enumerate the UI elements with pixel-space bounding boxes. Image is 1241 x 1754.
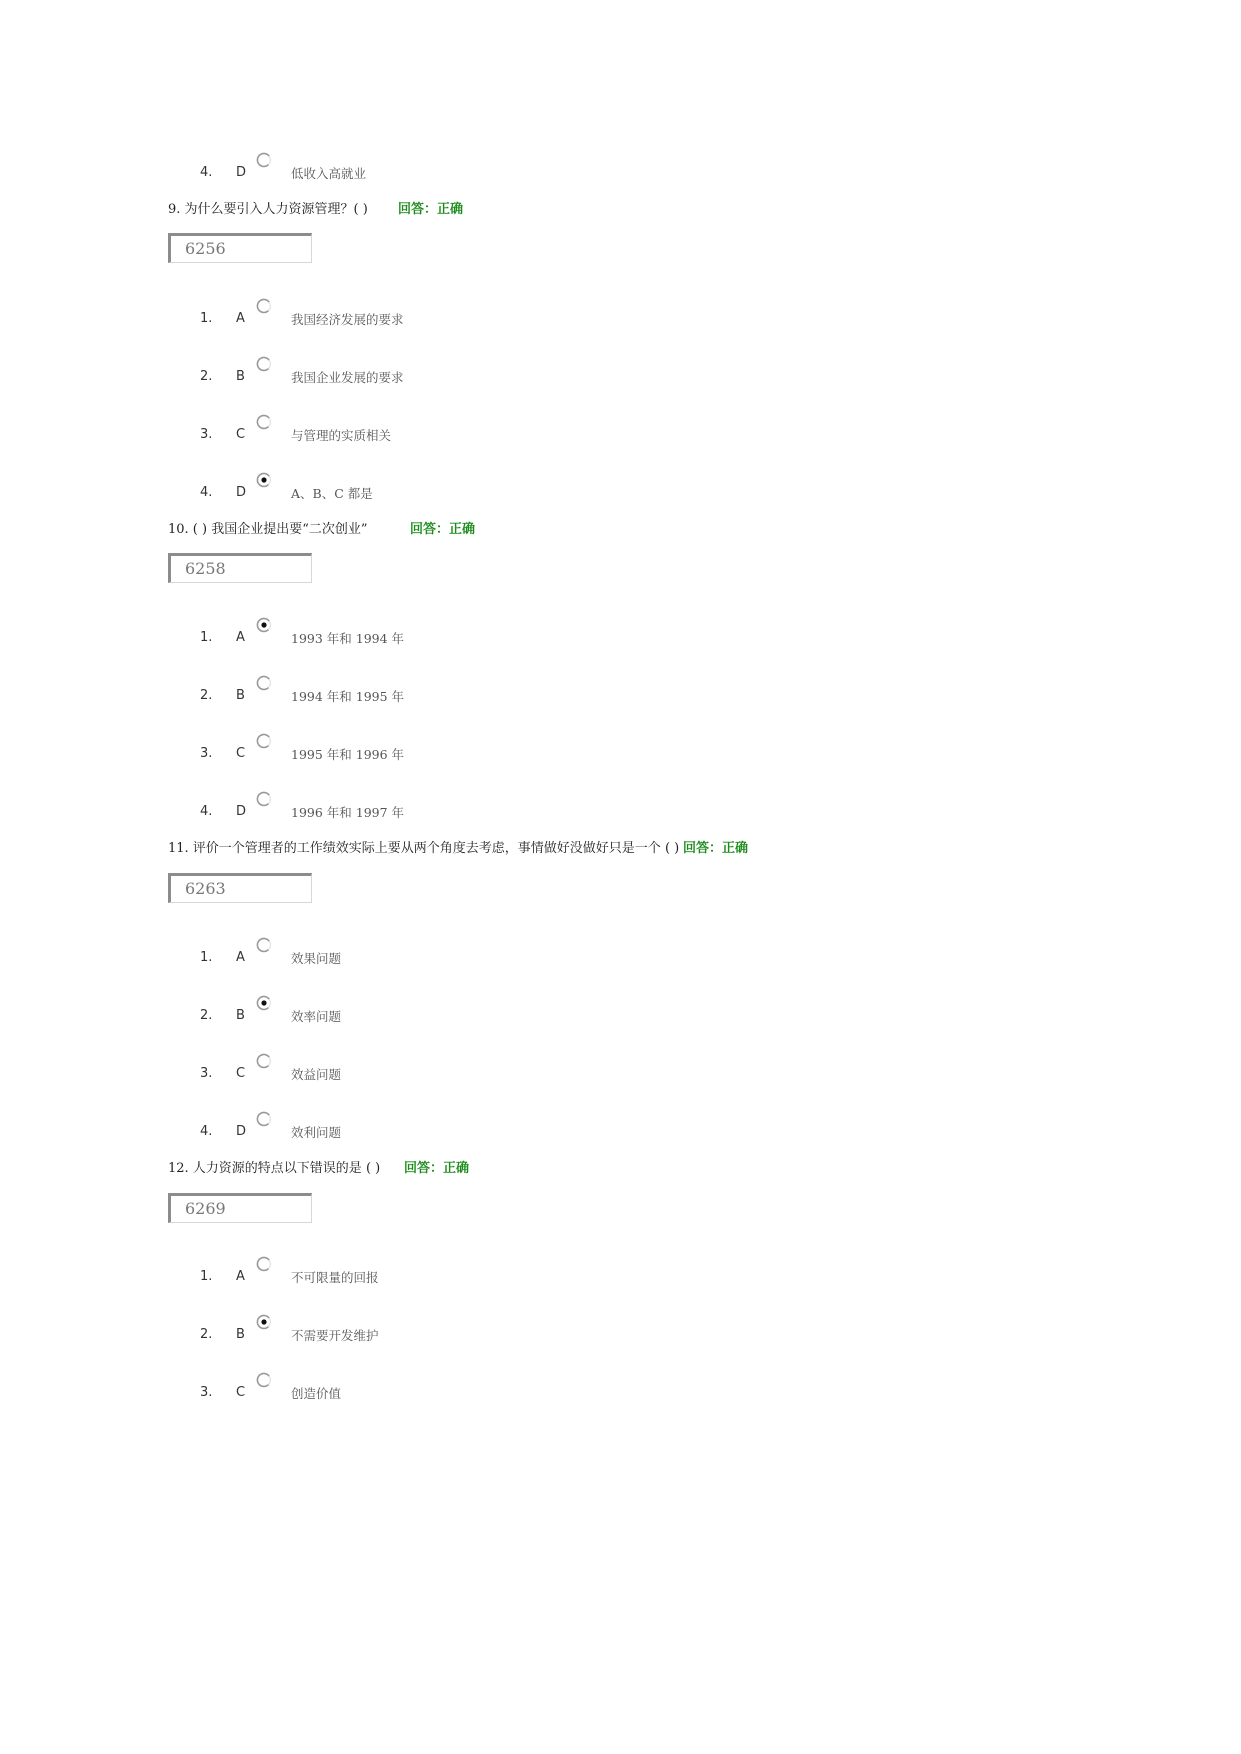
option-letter: C	[236, 1385, 246, 1400]
option-text: 效果问题	[291, 951, 342, 966]
option-number: 1.	[200, 630, 213, 645]
option-letter: B	[236, 369, 245, 384]
option-letter: A	[236, 950, 245, 965]
radio-option[interactable]	[256, 791, 272, 807]
option-number: 4.	[200, 165, 213, 180]
radio-option[interactable]	[256, 937, 272, 953]
radio-option[interactable]	[256, 733, 272, 749]
option-letter: C	[236, 427, 246, 442]
question-title: 10. ( ) 我国企业提出要“二次创业”	[168, 522, 368, 537]
radio-option[interactable]	[256, 414, 272, 430]
answer-result: 回答：正确	[410, 522, 476, 537]
option-text: 创造价值	[291, 1386, 342, 1401]
option-number: 4.	[200, 1124, 213, 1139]
option-text: 与管理的实质相关	[291, 428, 392, 443]
option-letter: A	[236, 1269, 245, 1284]
option-text: 效率问题	[291, 1009, 342, 1024]
option-letter: D	[236, 165, 247, 180]
option-text: 1995 年和 1996 年	[291, 747, 405, 762]
question-code-box: 6269	[168, 1193, 312, 1223]
option-number: 2.	[200, 1008, 213, 1023]
answer-result: 回答：正确	[683, 841, 749, 856]
option-letter: B	[236, 1327, 245, 1342]
radio-selected[interactable]	[256, 617, 272, 633]
option-text: 我国经济发展的要求	[291, 312, 404, 327]
option-text: 1994 年和 1995 年	[291, 689, 405, 704]
option-number: 1.	[200, 950, 213, 965]
radio-option[interactable]	[256, 152, 272, 168]
option-number: 3.	[200, 1385, 213, 1400]
option-text: 效益问题	[291, 1067, 342, 1082]
radio-option[interactable]	[256, 1053, 272, 1069]
option-letter: A	[236, 630, 245, 645]
option-text: 1993 年和 1994 年	[291, 631, 405, 646]
option-number: 3.	[200, 1066, 213, 1081]
question-code-box: 6258	[168, 553, 312, 583]
option-text: 不可限量的回报	[291, 1270, 379, 1285]
option-letter: B	[236, 1008, 245, 1023]
option-text: 效利问题	[291, 1125, 342, 1140]
option-letter: C	[236, 1066, 246, 1081]
option-letter: A	[236, 311, 245, 326]
radio-option[interactable]	[256, 675, 272, 691]
option-letter: D	[236, 804, 247, 819]
radio-selected[interactable]	[256, 1314, 272, 1330]
radio-option[interactable]	[256, 1111, 272, 1127]
option-number: 4.	[200, 804, 213, 819]
option-text: 不需要开发维护	[291, 1328, 379, 1343]
option-number: 1.	[200, 1269, 213, 1284]
radio-selected[interactable]	[256, 472, 272, 488]
option-letter: B	[236, 688, 245, 703]
option-letter: D	[236, 485, 247, 500]
radio-option[interactable]	[256, 298, 272, 314]
option-text: 1996 年和 1997 年	[291, 805, 405, 820]
option-text: A、B、C 都是	[291, 486, 373, 501]
question-title: 9. 为什么要引入人力资源管理？( )	[168, 202, 368, 217]
question-title: 11. 评价一个管理者的工作绩效实际上要从两个角度去考虑，事情做好没做好只是一个 ( )	[168, 841, 680, 856]
option-text: 我国企业发展的要求	[291, 370, 404, 385]
option-number: 3.	[200, 427, 213, 442]
answer-result: 回答：正确	[404, 1161, 470, 1176]
option-number: 4.	[200, 485, 213, 500]
option-number: 1.	[200, 311, 213, 326]
question-code-box: 6256	[168, 233, 312, 263]
question-title: 12. 人力资源的特点以下错误的是 ( )	[168, 1161, 381, 1176]
option-number: 3.	[200, 746, 213, 761]
radio-option[interactable]	[256, 356, 272, 372]
radio-option[interactable]	[256, 1372, 272, 1388]
option-number: 2.	[200, 688, 213, 703]
option-letter: D	[236, 1124, 247, 1139]
radio-option[interactable]	[256, 1256, 272, 1272]
option-number: 2.	[200, 369, 213, 384]
radio-selected[interactable]	[256, 995, 272, 1011]
option-text: 低收入高就业	[291, 166, 367, 181]
answer-result: 回答：正确	[398, 202, 464, 217]
option-number: 2.	[200, 1327, 213, 1342]
option-letter: C	[236, 746, 246, 761]
question-code-box: 6263	[168, 873, 312, 903]
